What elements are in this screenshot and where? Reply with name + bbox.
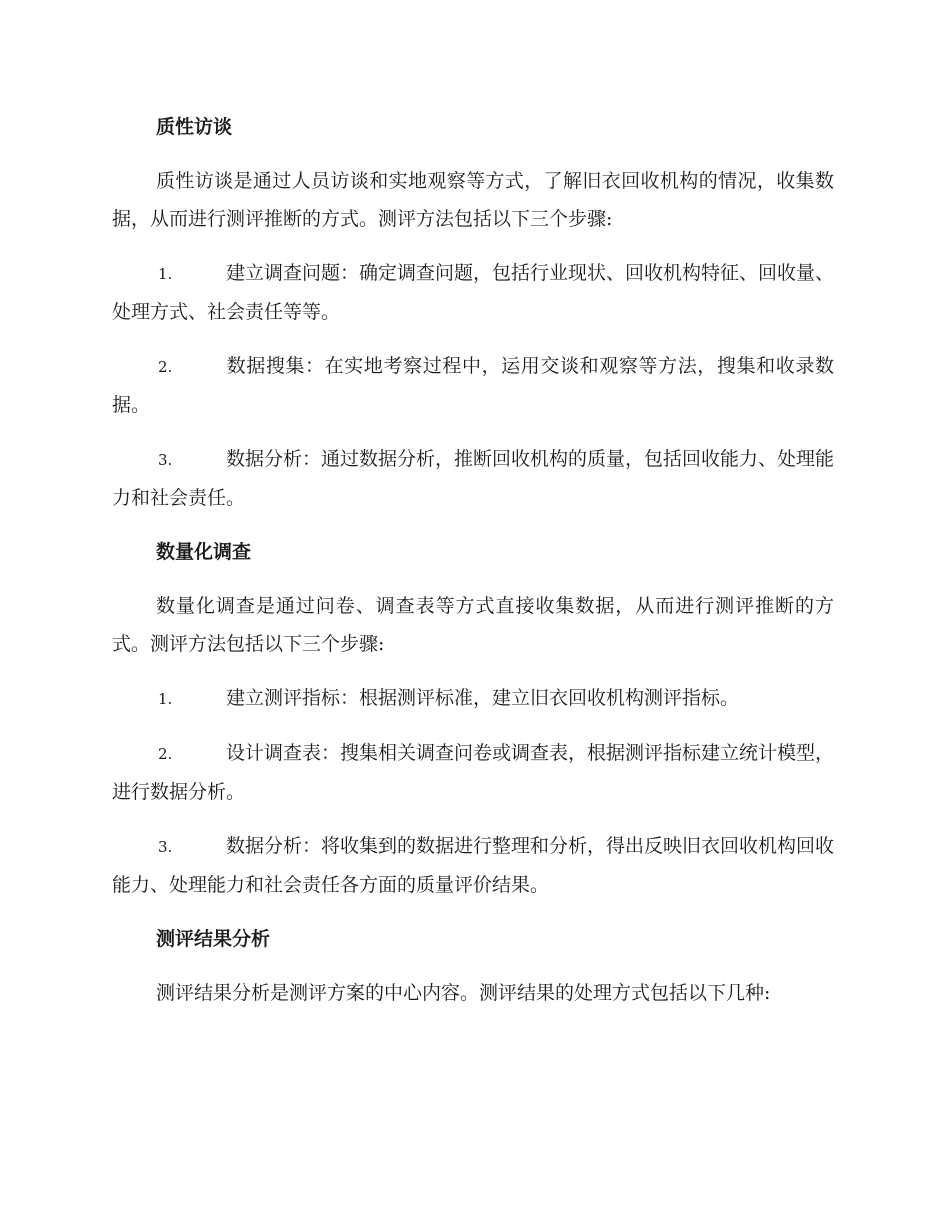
list-item-text: 数据搜集：在实地考察过程中，运用交谈和观察等方法，搜集和收录数据。: [112, 355, 834, 416]
list-item-number: 1.: [158, 690, 173, 708]
list-item: [112, 347, 834, 424]
list-item: [112, 440, 834, 517]
list-item-text: 数据分析：通过数据分析，推断回收机构的质量，包括回收能力、处理能力和社会责任。: [112, 448, 835, 509]
list-item-text: 设计调查表：搜集相关调查问卷或调查表，根据测评指标建立统计模型，进行数据分析。: [112, 742, 835, 803]
list-item-text: 数据分析：将收集到的数据进行整理和分析，得出反映旧衣回收机构回收能力、处理能力和社会责任各方面的质量评价结果。: [112, 835, 835, 896]
section-intro-qualitative-interview: 质性访谈是通过人员访谈和实地观察等方式，了解旧衣回收机构的情况，收集数据，从而进行测评推断的方式。测评方法包括以下三个步骤:: [112, 170, 834, 230]
list-item: [112, 679, 834, 718]
list-item-number: 3.: [158, 838, 173, 856]
section-heading-quantitative-survey: 数量化调查: [156, 541, 252, 563]
list-item-number: 1.: [158, 265, 173, 283]
section-heading-qualitative-interview: 质性访谈: [156, 116, 233, 138]
list-item: [112, 827, 834, 904]
list-item: [112, 734, 834, 811]
list-item-text: 建立测评指标：根据测评标准，建立旧衣回收机构测评指标。: [226, 687, 740, 709]
list-item-number: 2.: [158, 745, 173, 763]
section-heading-result-analysis: 测评结果分析: [156, 928, 271, 950]
list-item-text: 建立调查问题：确定调查问题，包括行业现状、回收机构特征、回收量、处理方式、社会责任等等。: [112, 262, 835, 323]
list-item-number: 2.: [158, 358, 173, 376]
list-item: [112, 254, 834, 331]
section-intro-result-analysis: 测评结果分析是测评方案的中心内容。测评结果的处理方式包括以下几种:: [156, 982, 771, 1004]
list-item-number: 3.: [158, 451, 173, 469]
document-page: [112, 108, 834, 1028]
section-intro-quantitative-survey: 数量化调查是通过问卷、调查表等方式直接收集数据，从而进行测评推断的方式。测评方法包括以下三个步骤:: [112, 595, 834, 655]
